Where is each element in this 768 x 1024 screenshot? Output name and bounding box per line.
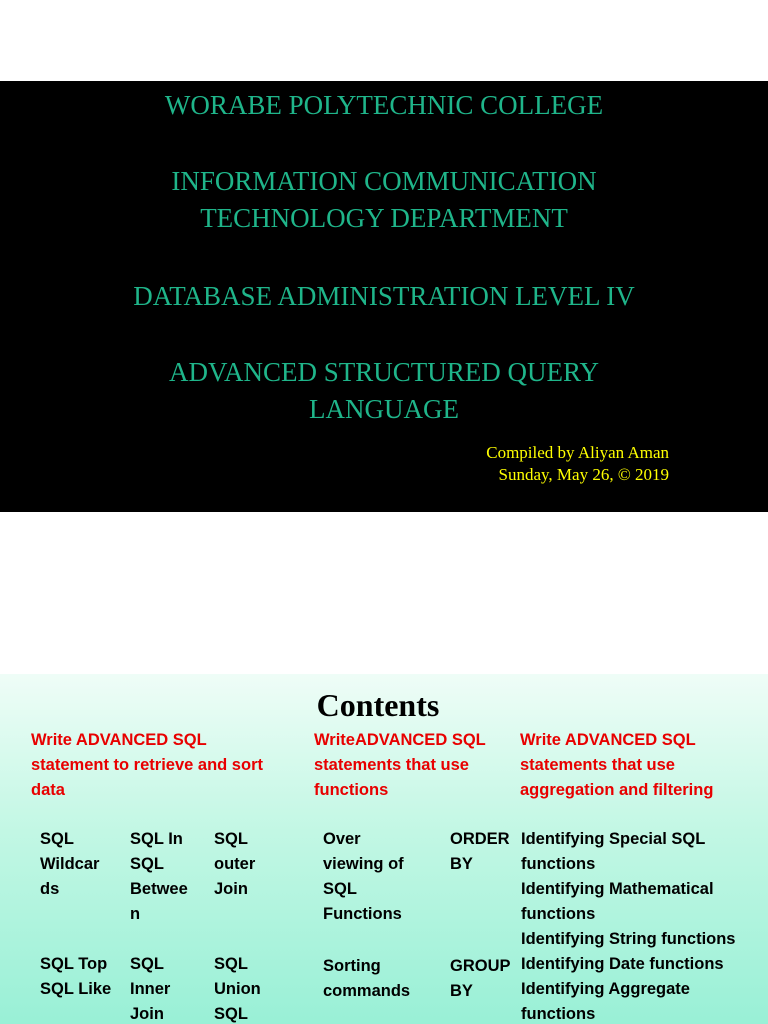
compiled-by: Compiled by Aliyan Aman	[486, 443, 669, 462]
cell-sql-in-between: SQL In SQL Betwee n	[130, 830, 188, 923]
department-line-2: TECHNOLOGY DEPARTMENT	[200, 203, 568, 233]
contents-title: Contents	[316, 687, 440, 723]
cell-sorting-commands: Sorting commands	[323, 957, 411, 1000]
column-header-aggregation: Write ADVANCED SQL statements that use aggregation and filtering	[520, 731, 714, 799]
course-title-line-2: LANGUAGE	[309, 394, 459, 424]
college-name: WORABE POLYTECHNIC COLLEGE	[164, 90, 604, 120]
cell-sql-inner-join: SQL Inner Join	[130, 955, 171, 1023]
department-line-1: INFORMATION COMMUNICATION	[171, 166, 597, 196]
slide-date: Sunday, May 26, © 2019	[498, 465, 669, 484]
cell-overview-functions: Over viewing of SQL Functions	[323, 830, 404, 923]
title-slide	[0, 81, 768, 512]
column-header-retrieve-sort: Write ADVANCED SQL statement to retrieve and sort data	[31, 731, 263, 799]
cell-sql-outer-join: SQL outer Join	[214, 830, 256, 898]
cell-sql-union: SQL Union SQL	[214, 955, 261, 1023]
course-title-line-1: ADVANCED STRUCTURED QUERY	[168, 357, 600, 387]
column-header-functions: WriteADVANCED SQL statements that use functions	[314, 731, 486, 799]
cell-order-by: ORDER BY	[450, 830, 510, 873]
contents-slide	[0, 674, 768, 1024]
cell-sql-wildcards: SQL Wildcar ds	[40, 830, 100, 898]
cell-sql-top-like: SQL Top SQL Like	[40, 955, 112, 998]
cell-aggregation-list: Identifying Special SQL functions Identifying Mathematical functions Identifying String functions Identifying Date functions Identifying Aggregate functions	[521, 830, 736, 1023]
cell-group-by: GROUP BY	[450, 957, 511, 1000]
program-level: DATABASE ADMINISTRATION LEVEL IV	[133, 281, 635, 311]
